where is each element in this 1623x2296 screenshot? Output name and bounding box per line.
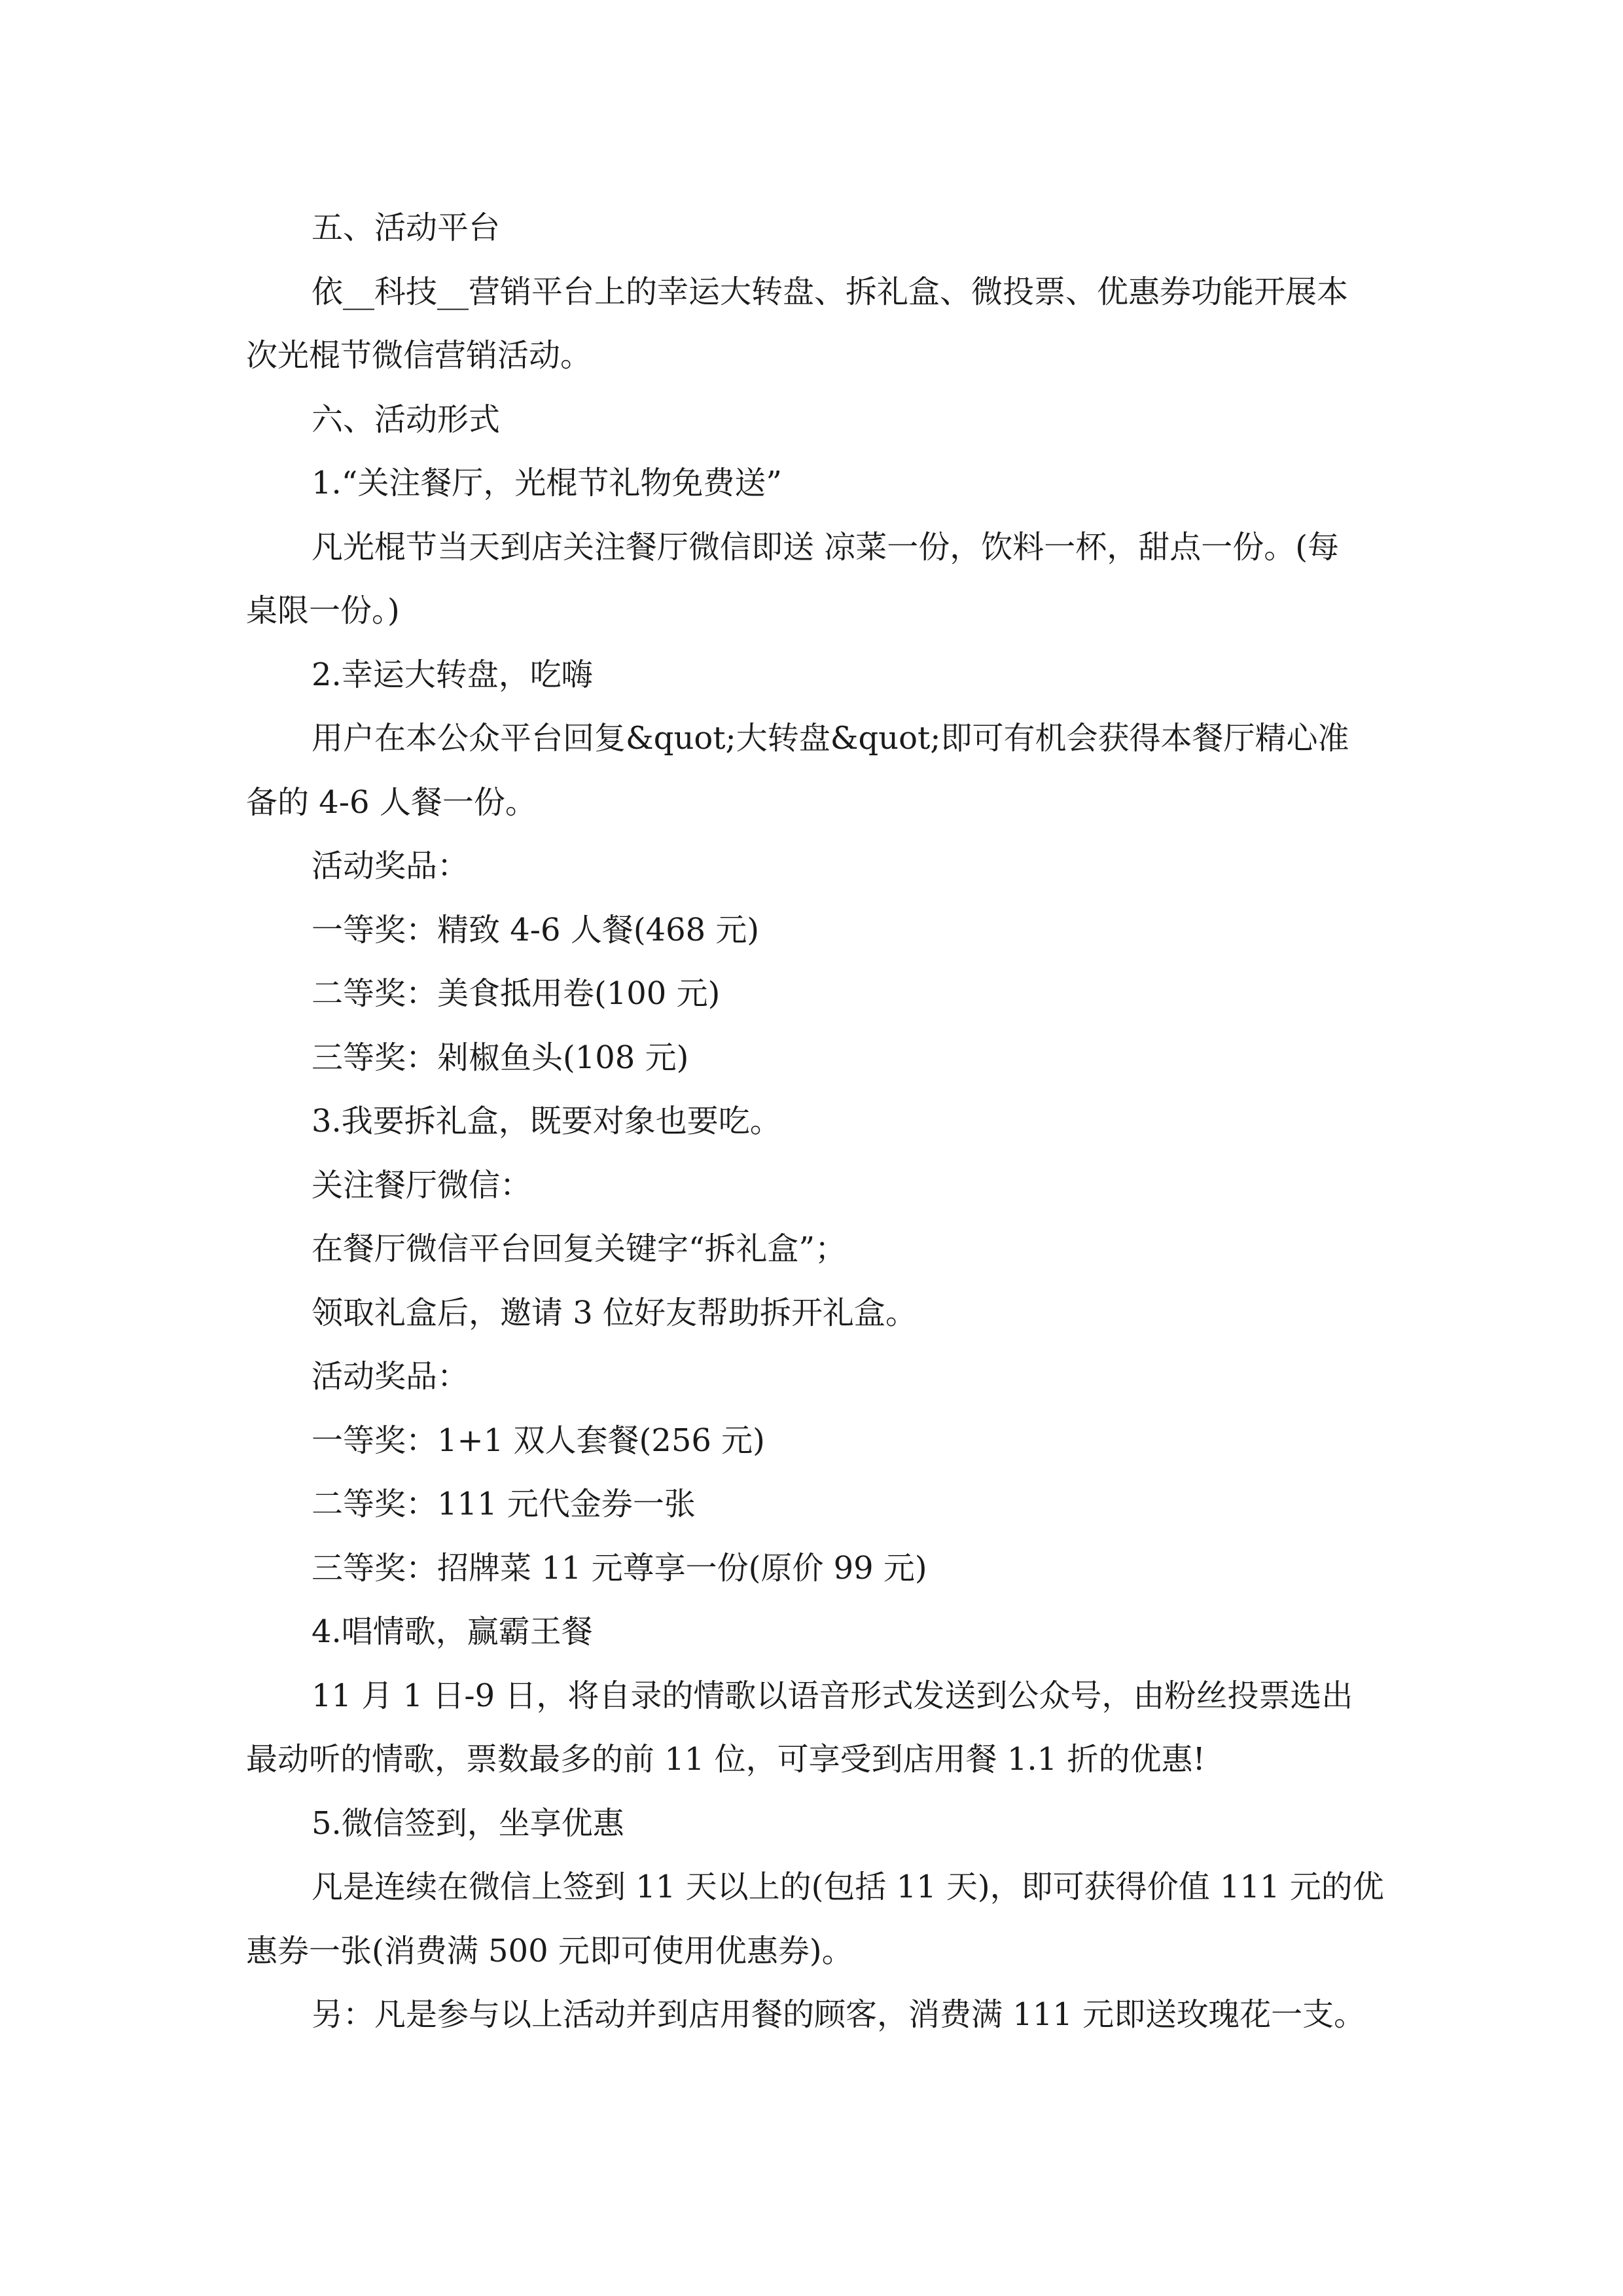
text-line: 活动奖品： (312, 1358, 469, 1395)
text-line: 凡光棍节当天到店关注餐厅微信即送 凉菜一份，饮料一杯，甜点一份。(每 (312, 528, 1339, 565)
text-line: 六、活动形式 (312, 401, 501, 438)
text-line: 11 月 1 日-9 日，将自录的情歌以语音形式发送到公众号，由粉丝投票选出 (312, 1677, 1353, 1714)
text-line: 次光棍节微信营销活动。 (246, 337, 592, 374)
text-line: 3.我要拆礼盒，既要对象也要吃。 (312, 1103, 781, 1139)
text-line: 活动奖品： (312, 848, 469, 884)
text-line: 4.唱情歌，赢霸王餐 (312, 1613, 593, 1650)
text-line: 关注餐厅微信： (312, 1166, 532, 1204)
text-line: 一等奖：精致 4-6 人餐(468 元) (312, 911, 760, 948)
text-line: 三等奖：招牌菜 11 元尊享一份(原价 99 元) (312, 1549, 927, 1587)
text-line: 2.幸运大转盘，吃嗨 (312, 656, 593, 693)
document-body (246, 196, 1385, 2047)
text-line: 二等奖：美食抵用卷(100 元) (312, 975, 721, 1012)
text-line: 桌限一份。) (246, 592, 400, 629)
text-line: 另：凡是参与以上活动并到店用餐的顾客，消费满 111 元即送玫瑰花一支。 (312, 1996, 1366, 2033)
text-line: 三等奖：剁椒鱼头(108 元) (312, 1039, 689, 1076)
text-line: 五、活动平台 (312, 209, 501, 246)
text-line: 最动听的情歌，票数最多的前 11 位，可享受到店用餐 1.1 折的优惠! (246, 1741, 1205, 1778)
text-line: 惠券一张(消费满 500 元即可使用优惠券)。 (246, 1932, 853, 1969)
text-line: 1.“关注餐厅，光棍节礼物免费送” (312, 465, 782, 501)
text-line: 领取礼盒后，邀请 3 位好友帮助拆开礼盒。 (312, 1294, 918, 1331)
text-line: 5.微信签到，坐享优惠 (312, 1804, 624, 1842)
text-line: 一等奖：1+1 双人套餐(256 元) (312, 1422, 765, 1459)
text-line: 备的 4-6 人餐一份。 (246, 783, 537, 821)
text-line: 在餐厅微信平台回复关键字“拆礼盒”； (312, 1230, 847, 1267)
text-line: 依__科技__营销平台上的幸运大转盘、拆礼盒、微投票、优惠券功能开展本 (312, 273, 1349, 310)
text-line: 凡是连续在微信上签到 11 天以上的(包括 11 天)，即可获得价值 111 元的优 (312, 1869, 1384, 1905)
text-line: 二等奖：111 元代金券一张 (312, 1486, 696, 1522)
text-line: 用户在本公众平台回复&quot;大转盘&quot;即可有机会获得本餐厅精心准 (312, 720, 1349, 757)
